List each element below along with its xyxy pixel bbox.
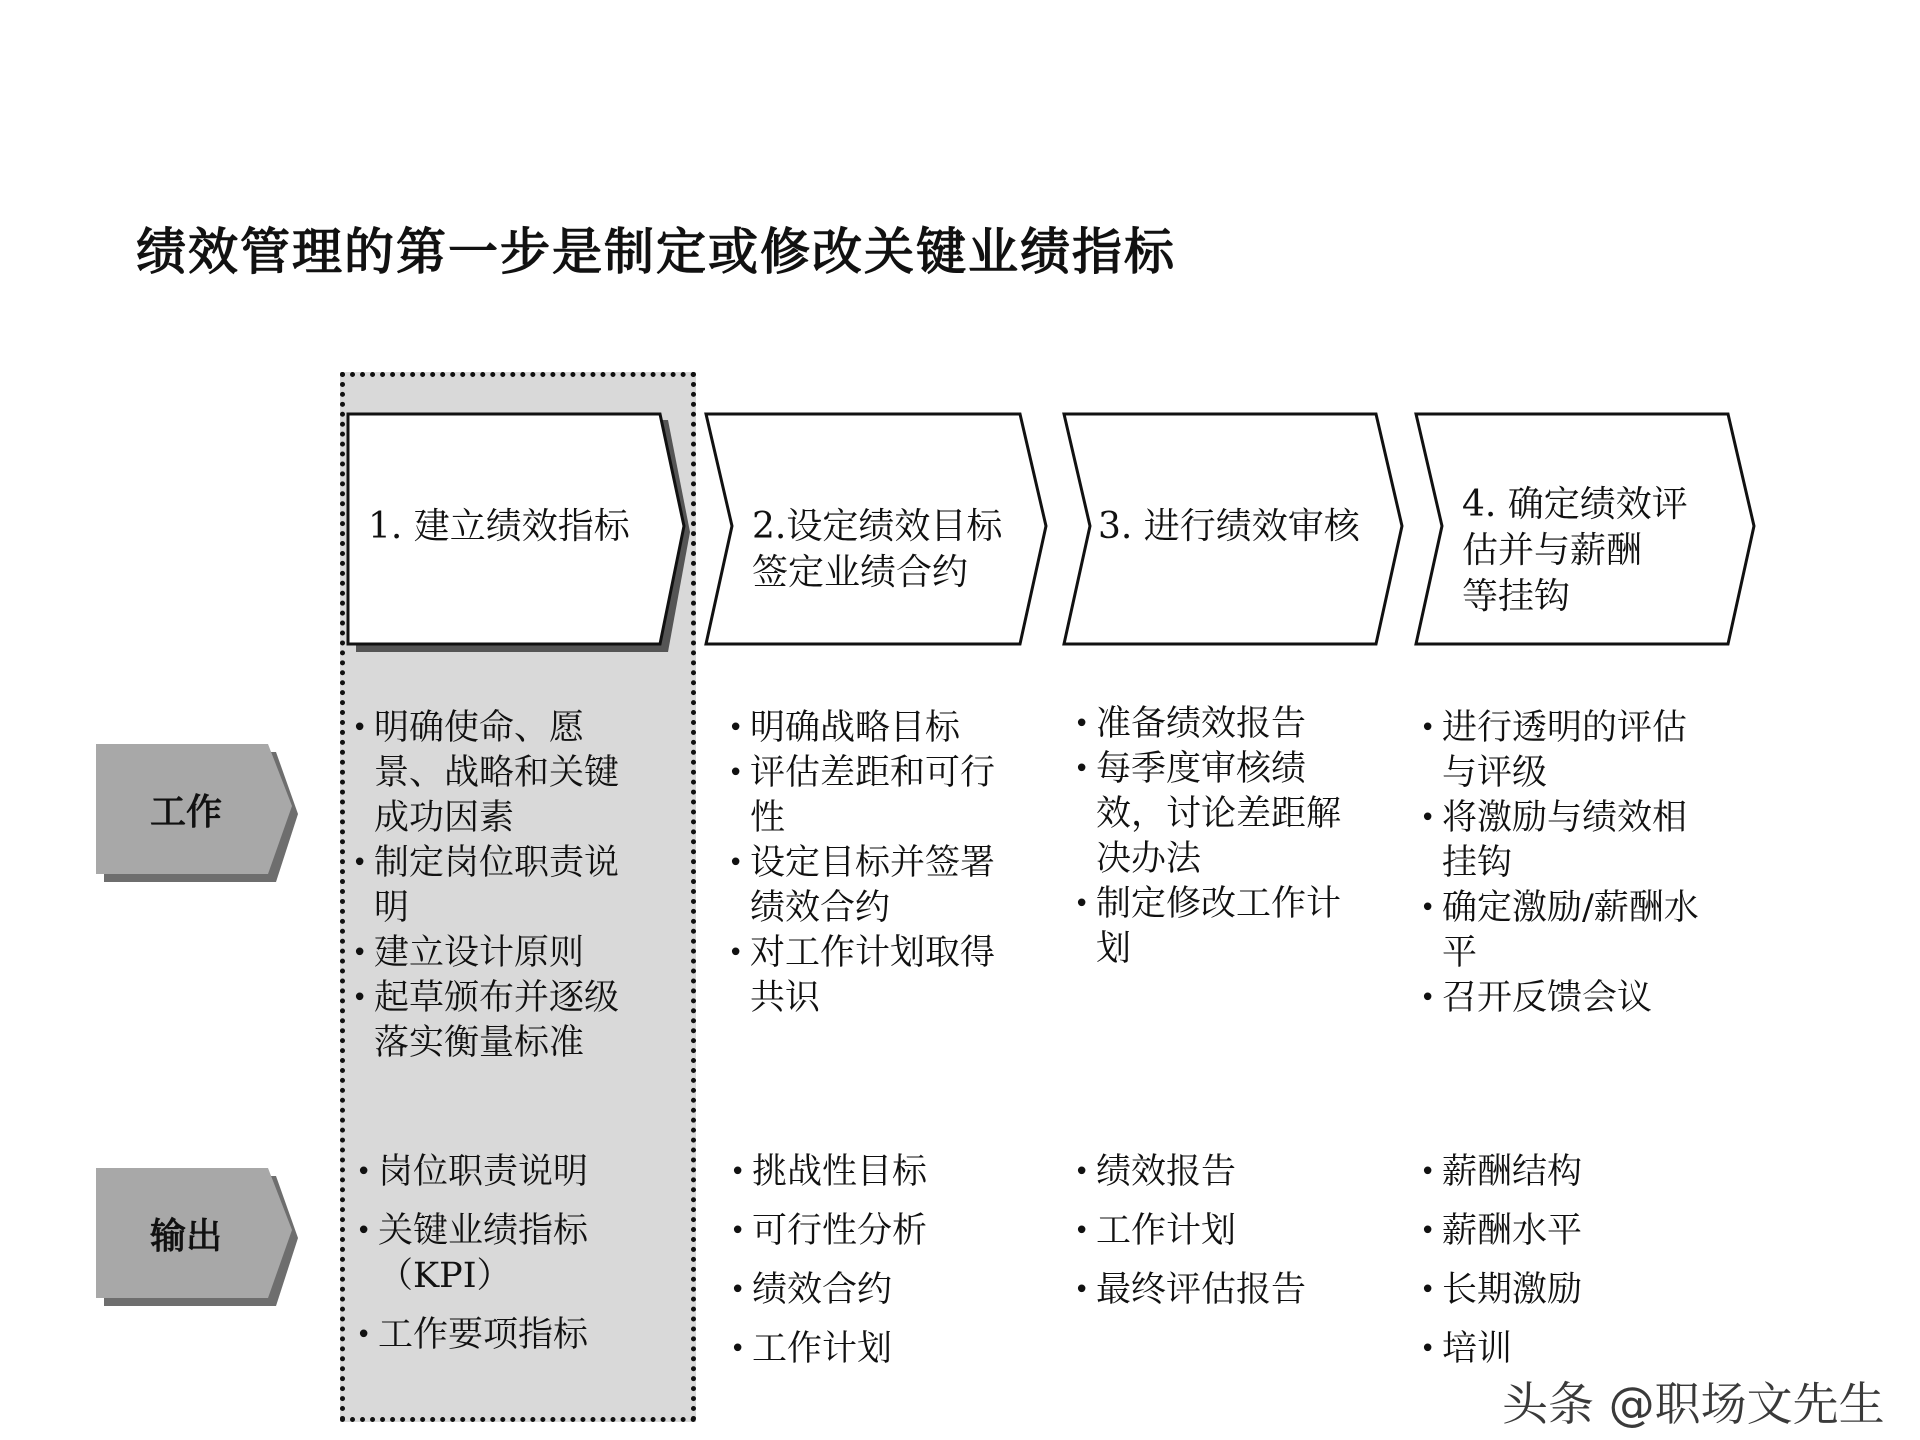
work-column-4 [1420,706,1720,1021]
list-item: • 评估差距和可行性 [728,751,1028,841]
list-item: • 薪酬结构 [1420,1150,1720,1195]
output-column-3 [1074,1150,1374,1327]
output-column-2 [730,1150,1030,1386]
output-row-label: 输出 [149,1216,222,1257]
output-column-1 [356,1150,656,1372]
step-2-label: 2.设定绩效目标 签定业绩合约 [752,506,1003,593]
output-column-4 [1420,1150,1720,1386]
work-column-1 [352,706,652,1066]
list-item: • 绩效报告 [1074,1150,1374,1195]
list-item: • 挑战性目标 [730,1150,1030,1195]
list-item: • 准备绩效报告 [1074,702,1374,747]
step-1-label: 1. 建立绩效指标 [368,506,630,547]
list-item: • 确定激励/薪酬水平 [1420,886,1720,976]
work-row-label: 工作 [149,792,222,833]
list-item: • 对工作计划取得共识 [728,931,1028,1021]
list-item: • 最终评估报告 [1074,1268,1374,1313]
list-item: • 岗位职责说明 [356,1150,656,1195]
list-item: • 明确使命、愿景、战略和关键成功因素 [352,706,652,841]
list-item: • 明确战略目标 [728,706,1028,751]
step-3-label: 3. 进行绩效审核 [1098,506,1360,547]
list-item: • 绩效合约 [730,1268,1030,1313]
page-title: 绩效管理的第一步是制定或修改关键业绩指标 [136,223,1176,281]
work-column-2 [728,706,1028,1021]
list-item: • 工作计划 [1074,1209,1374,1254]
list-item: • 长期激励 [1420,1268,1720,1313]
list-item: • 每季度审核绩效，讨论差距解决办法 [1074,747,1374,882]
list-item: • 关键业绩指标（KPI） [356,1209,656,1299]
list-item: • 设定目标并签署绩效合约 [728,841,1028,931]
list-item: • 起草颁布并逐级落实衡量标准 [352,976,652,1066]
step-4-label: 4. 确定绩效评 估并与薪酬 等挂钩 [1462,484,1688,617]
work-column-3 [1074,702,1374,972]
list-item: • 将激励与绩效相挂钩 [1420,796,1720,886]
list-item: • 薪酬水平 [1420,1209,1720,1254]
list-item: • 工作计划 [730,1327,1030,1372]
list-item: • 进行透明的评估与评级 [1420,706,1720,796]
list-item: • 可行性分析 [730,1209,1030,1254]
list-item: • 制定修改工作计划 [1074,882,1374,972]
list-item: • 培训 [1420,1327,1720,1372]
list-item: • 制定岗位职责说明 [352,841,652,931]
list-item: • 建立设计原则 [352,931,652,976]
list-item: • 工作要项指标 [356,1313,656,1358]
watermark: 头条 @职场文先生 [1502,1377,1885,1431]
list-item: • 召开反馈会议 [1420,976,1720,1021]
